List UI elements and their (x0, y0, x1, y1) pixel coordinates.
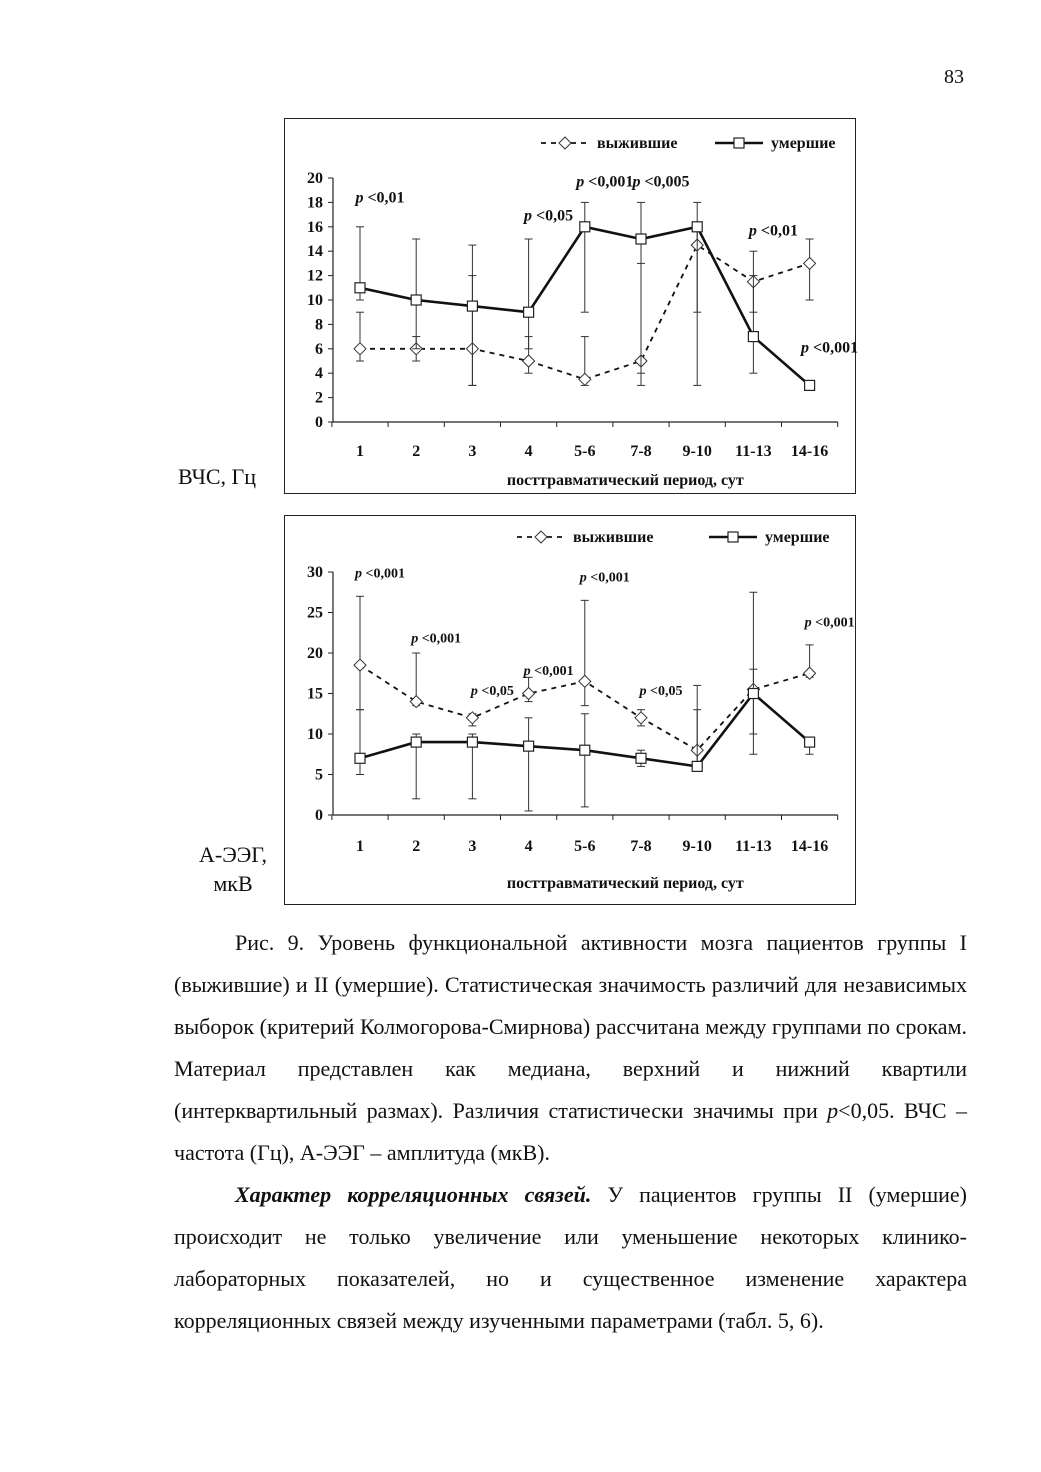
legend-marker-square (734, 138, 744, 148)
legend-label-survivors: выжившие (573, 529, 654, 546)
x-tick-label: 2 (412, 443, 421, 460)
data-point-diamond (466, 712, 478, 724)
x-axis-label: посттравматический период, сут (506, 472, 744, 489)
data-point-diamond (635, 712, 647, 724)
data-point-square (636, 234, 646, 244)
y-tick-label: 20 (307, 645, 323, 662)
significance-label: p <0,001 (411, 631, 462, 647)
significance-label: p <0,001 (355, 566, 405, 582)
significance-label: p <0,01 (355, 189, 405, 207)
y-tick-label: 10 (307, 292, 323, 309)
significance-label: p <0,001 (801, 339, 859, 357)
significance-label: p <0,05 (470, 684, 514, 700)
significance-label: p <0,05 (524, 207, 574, 225)
caption-text-end: <0,05. ВЧС – частота (Гц), А-ЭЭГ – амплитуда (мкВ). (174, 1098, 967, 1165)
caption-paragraph (174, 922, 967, 1174)
data-point-diamond (410, 696, 422, 708)
data-point-diamond (523, 688, 535, 700)
significance-label: p <0,001 (576, 173, 634, 191)
data-point-square (411, 737, 421, 747)
section-heading: Характер корреляционных связей. (235, 1182, 592, 1207)
data-point-square (805, 380, 815, 390)
y-tick-label: 10 (307, 726, 323, 743)
figure-caption (174, 922, 967, 1342)
x-tick-label: 11-13 (735, 838, 772, 855)
y-tick-label: 25 (307, 604, 323, 622)
y-tick-label: 20 (307, 170, 323, 187)
x-axis-label: посттравматический период, сут (506, 875, 744, 892)
y-tick-label: 2 (315, 389, 323, 407)
y-tick-label: 15 (307, 685, 323, 703)
body-text: У пациентов группы II (умершие) происходит не только увеличение или уменьшение некоторых клинико-лабораторных показателей, но и существенное изменение характера корреляционных связей между изученными параметрами (табл. 5, 6). (174, 1182, 968, 1333)
x-tick-label: 14-16 (790, 838, 829, 855)
y-tick-label: 18 (307, 194, 323, 212)
legend-label-deceased: умершие (771, 135, 836, 152)
x-tick-label: 4 (524, 838, 533, 855)
significance-label: p <0,005 (632, 173, 690, 191)
significance-label: p <0,01 (748, 222, 798, 240)
significance-label: p <0,001 (579, 570, 630, 586)
significance-label: p <0,001 (523, 663, 574, 679)
x-tick-label: 4 (524, 443, 533, 460)
x-tick-label: 11-13 (735, 443, 772, 460)
y-tick-label: 16 (307, 218, 323, 236)
data-point-square (748, 689, 758, 699)
data-point-square (748, 332, 758, 342)
x-tick-label: 5-6 (574, 838, 596, 855)
x-tick-label: 3 (468, 838, 477, 855)
significance-label: p <0,05 (639, 684, 683, 700)
data-point-square (524, 307, 534, 317)
data-point-square (692, 222, 702, 232)
legend-marker-diamond (559, 137, 571, 149)
y-tick-label: 0 (315, 807, 323, 824)
data-point-square (467, 301, 477, 311)
data-point-diamond (354, 659, 366, 671)
data-point-square (580, 222, 590, 232)
data-point-diamond (579, 675, 591, 687)
y-tick-label: 8 (315, 316, 323, 334)
data-point-square (524, 741, 534, 751)
page-number: 83 (944, 66, 964, 88)
x-tick-label: 1 (356, 838, 364, 855)
chart-2-frame (284, 515, 856, 905)
data-point-square (411, 295, 421, 305)
data-point-square (355, 753, 365, 763)
y-tick-label: 12 (307, 267, 323, 285)
x-tick-label: 3 (468, 443, 477, 460)
caption-p-symbol: p (827, 1098, 839, 1123)
chart-1-frame (284, 118, 859, 494)
x-tick-label: 1 (356, 443, 364, 460)
legend-label-survivors: выжившие (597, 135, 678, 152)
y-tick-label: 30 (307, 564, 323, 581)
chart-2-plot (285, 516, 857, 906)
x-tick-label: 14-16 (790, 443, 829, 460)
legend-marker-square (728, 532, 738, 542)
caption-text: Рис. 9. Уровень функциональной активности мозга пациентов группы I (выжившие) и II (умершие). Статистическая значимость различий для независимых выборок (критерий Колмогорова-Смирнова) рассчитана между группами по срокам. Материал представлен как медиана, верхний и нижний квартили (интерквартильный размах). Различия статистически значимы при (174, 930, 967, 1123)
data-point-diamond (354, 343, 366, 355)
y-tick-label: 6 (315, 340, 323, 358)
x-tick-label: 5-6 (574, 443, 596, 460)
y-tick-label: 14 (307, 243, 323, 261)
data-point-square (805, 737, 815, 747)
data-point-diamond (804, 257, 816, 269)
data-point-square (467, 737, 477, 747)
data-point-square (580, 745, 590, 755)
data-point-square (355, 283, 365, 293)
data-point-square (692, 761, 702, 771)
chart-2-ylabel: А-ЭЭГ, мкВ (199, 842, 267, 896)
data-point-diamond (804, 667, 816, 679)
x-tick-label: 2 (412, 838, 421, 855)
x-tick-label: 9-10 (682, 838, 712, 855)
y-tick-label: 5 (315, 766, 323, 784)
data-point-diamond (579, 373, 591, 385)
x-tick-label: 7-8 (630, 443, 652, 460)
x-tick-label: 7-8 (630, 838, 652, 855)
significance-label: p <0,001 (804, 615, 855, 631)
y-tick-label: 4 (315, 365, 323, 383)
chart-1-ylabel: ВЧС, Гц (178, 464, 257, 489)
data-point-diamond (523, 355, 535, 367)
body-paragraph (174, 1174, 967, 1342)
y-tick-label: 0 (315, 414, 323, 431)
x-tick-label: 9-10 (682, 443, 712, 460)
legend-label-deceased: умершие (765, 529, 830, 546)
legend-marker-diamond (535, 531, 547, 543)
data-point-square (636, 753, 646, 763)
chart-1-plot (285, 119, 857, 495)
